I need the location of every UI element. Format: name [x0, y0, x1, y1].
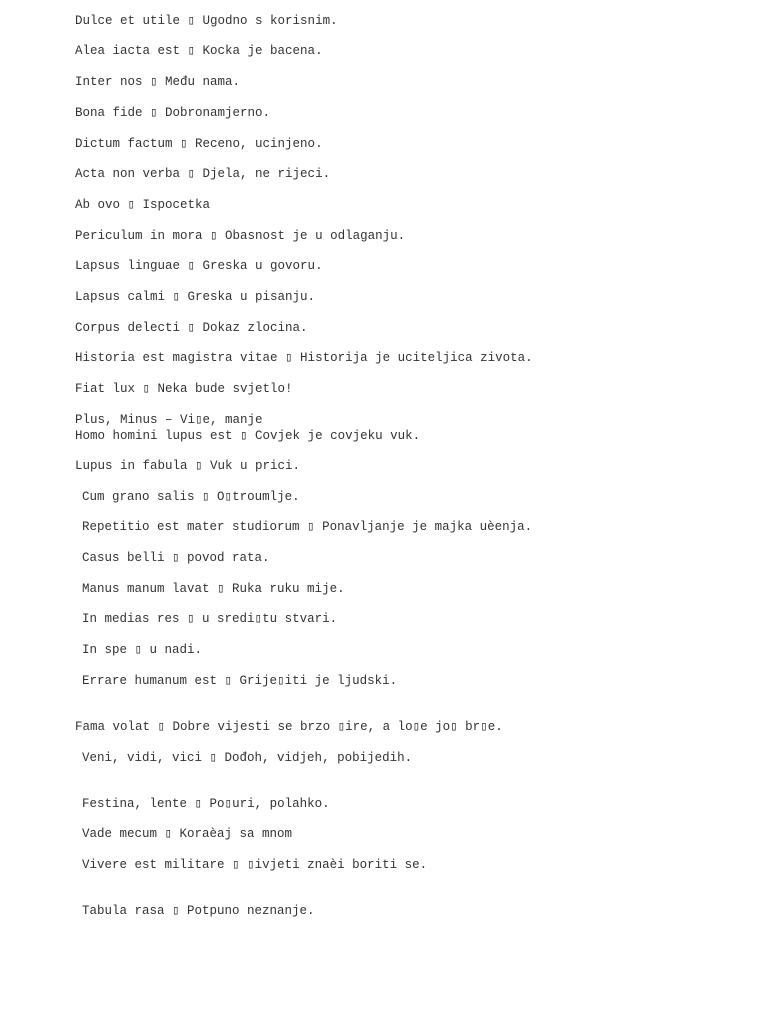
text-line: Casus belli ▯ povod rata. — [82, 551, 270, 565]
text-line: Bona fide ▯ Dobronamjerno. — [75, 106, 271, 120]
text-line: Manus manum lavat ▯ Ruka ruku mije. — [82, 582, 345, 596]
text-line: Lupus in fabula ▯ Vuk u prici. — [75, 459, 301, 473]
text-line: Lapsus calmi ▯ Greska u pisanju. — [75, 290, 316, 304]
text-line: Lapsus linguae ▯ Greska u govoru. — [75, 259, 323, 273]
text-line: Dictum factum ▯ Receno, ucinjeno. — [75, 137, 323, 151]
text-line: In spe ▯ u nadi. — [82, 643, 203, 657]
text-line: Cum grano salis ▯ O▯troumlje. — [82, 490, 300, 504]
text-line: Acta non verba ▯ Djela, ne rijeci. — [75, 167, 331, 181]
text-line: Periculum in mora ▯ Obasnost je u odlaganju. — [75, 229, 406, 243]
text-line: Alea iacta est ▯ Kocka je bacena. — [75, 44, 323, 58]
text-line: Vade mecum ▯ Koraèaj sa mnom — [82, 827, 293, 841]
text-line: Repetitio est mater studiorum ▯ Ponavljanje je majka uèenja. — [82, 520, 533, 534]
text-line: Errare humanum est ▯ Grije▯iti je ljudski. — [82, 674, 398, 688]
text-line: Ab ovo ▯ Ispocetka — [75, 198, 211, 212]
text-line: Vivere est militare ▯ ▯ivjeti znaèi boriti se. — [82, 858, 428, 872]
text-line: Plus, Minus – Vi▯e, manje — [75, 413, 263, 427]
text-line: Veni, vidi, vici ▯ Dođoh, vidjeh, pobijedih. — [82, 751, 413, 765]
text-line: Fiat lux ▯ Neka bude svjetlo! — [75, 382, 293, 396]
text-line: Corpus delecti ▯ Dokaz zlocina. — [75, 321, 308, 335]
text-line: Festina, lente ▯ Po▯uri, polahko. — [82, 797, 330, 811]
text-line: Dulce et utile ▯ Ugodno s korisnim. — [75, 14, 338, 28]
text-line: Tabula rasa ▯ Potpuno neznanje. — [82, 904, 315, 918]
text-line: Historia est magistra vitae ▯ Historija je uciteljica zivota. — [75, 351, 533, 365]
text-line: Fama volat ▯ Dobre vijesti se brzo ▯ire, a lo▯e jo▯ br▯e. — [75, 720, 503, 734]
text-line: Homo homini lupus est ▯ Covjek je covjeku vuk. — [75, 429, 421, 443]
text-line: In medias res ▯ u sredi▯tu stvari. — [82, 612, 338, 626]
text-line: Inter nos ▯ Među nama. — [75, 75, 241, 89]
